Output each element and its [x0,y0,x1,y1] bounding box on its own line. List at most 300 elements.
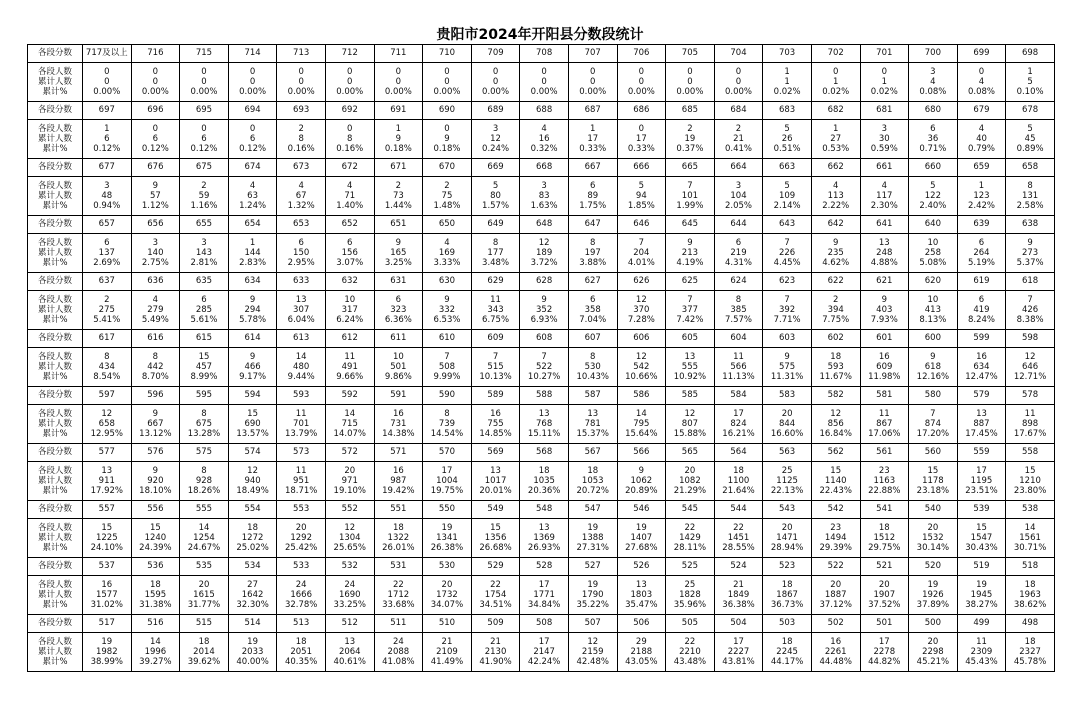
data-cell [909,177,958,216]
data-cell [666,120,715,159]
data-cell [374,177,423,216]
score-cell: 715 [180,45,229,63]
score-cell: 504 [714,615,763,633]
count-value: 3 [152,238,159,248]
percent-value: 9.17% [239,372,267,382]
score-row [28,330,1055,348]
percent-value: 3.88% [579,258,607,268]
cumulative-label: 累计人数 [37,362,72,372]
score-cell: 568 [520,444,569,462]
data-cell [1006,462,1055,501]
count-value: 18 [247,523,258,533]
score-cell: 558 [1006,444,1055,462]
percent-value: 20.72% [576,486,609,496]
percent-value: 14.38% [382,429,415,439]
percent-value: 7.28% [627,315,655,325]
cumulative-value: 307 [293,305,310,315]
count-value: 20 [441,580,453,590]
percent-value: 27.31% [576,543,609,553]
count-value: 3 [104,181,110,191]
cumulative-value: 4 [978,77,985,87]
score-cell: 630 [423,273,472,291]
count-value: 12 [587,637,599,647]
data-cell [957,462,1006,501]
score-cell: 553 [277,501,326,519]
data-cell [617,348,666,387]
cumulative-value: 156 [341,248,358,258]
data-cell [568,405,617,444]
data-cell [568,348,617,387]
score-cell: 682 [811,102,860,120]
cumulative-value: 385 [730,305,747,315]
count-value: 12 [635,352,647,362]
score-cell: 673 [277,159,326,177]
percent-value: 28.94% [770,543,804,553]
data-cell [277,519,326,558]
score-cell: 561 [860,444,909,462]
score-cell: 639 [957,216,1006,234]
data-cell [714,63,763,102]
score-cell: 526 [617,558,666,576]
count-value: 20 [781,409,793,419]
data-cell [957,234,1006,273]
cumulative-value: 1887 [824,590,847,600]
cumulative-label: 累计人数 [37,134,72,144]
data-cell [423,519,472,558]
cumulative-value: 1407 [630,533,653,543]
data-cell [1006,291,1055,330]
data-label-cell [28,291,83,330]
score-row [28,501,1055,519]
cumulative-value: 248 [876,248,893,258]
count-value: 0 [201,67,207,77]
data-cell [568,462,617,501]
score-cell: 677 [83,159,132,177]
cumulative-value: 285 [195,305,213,315]
score-cell: 695 [180,102,229,120]
count-value: 5 [784,124,790,134]
count-value: 14 [149,637,161,647]
data-cell [325,291,374,330]
count-value: 9 [152,466,159,476]
score-cell: 587 [568,387,617,405]
data-cell [568,120,617,159]
cumulative-value: 739 [438,419,456,429]
percent-value: 0.00% [725,87,753,97]
data-cell [520,120,569,159]
cumulative-value: 1561 [1019,533,1041,543]
percent-value: 13.57% [236,429,269,439]
data-cell [131,291,180,330]
percent-value: 10.92% [673,372,707,382]
percent-value: 6.36% [384,315,412,325]
count-value: 14 [635,409,647,419]
cumulative-value: 480 [293,362,310,372]
cumulative-value: 457 [195,362,213,372]
cumulative-value: 1341 [436,533,458,543]
cumulative-value: 131 [1021,191,1039,201]
count-value: 0 [590,67,596,77]
count-value: 17 [441,466,453,476]
score-cell: 622 [811,273,860,291]
score-cell: 637 [83,273,132,291]
percent-value: 40.61% [333,657,366,667]
score-cell: 505 [666,615,715,633]
percent-label: 累计% [42,429,68,439]
percent-label: 累计% [42,543,68,553]
cumulative-value: 275 [98,305,115,315]
percent-value: 17.92% [90,486,123,496]
percent-value: 10.66% [625,372,658,382]
percent-value: 31.77% [187,600,221,610]
score-cell: 511 [374,615,423,633]
count-value: 14 [344,409,356,419]
count-value: 9 [249,295,256,305]
cumulative-value: 675 [195,419,213,429]
cumulative-value: 1304 [338,533,361,543]
cumulative-value: 542 [633,362,650,372]
data-cell [423,120,472,159]
count-value: 8 [104,352,110,362]
data-cell [471,63,520,102]
cumulative-value: 258 [924,248,941,258]
count-value: 13 [976,409,987,419]
data-cell [909,633,958,672]
cumulative-value: 63 [247,191,258,201]
cumulative-value: 1254 [193,533,215,543]
cumulative-value: 1272 [241,533,264,543]
cumulative-value: 36 [927,134,939,144]
data-cell [131,234,180,273]
cumulative-value: 2261 [824,647,847,657]
data-cell [666,348,715,387]
score-cell: 500 [909,615,958,633]
cumulative-value: 19 [684,134,696,144]
score-cell: 590 [423,387,472,405]
data-cell [909,405,958,444]
count-value: 16 [976,352,987,362]
data-cell [617,291,666,330]
score-row [28,159,1055,177]
count-value: 18 [830,352,842,362]
percent-value: 26.68% [479,543,512,553]
count-value: 1 [104,124,110,134]
cumulative-value: 867 [876,419,893,429]
data-cell [714,576,763,615]
count-value: 9 [152,409,159,419]
percent-value: 4.31% [725,258,753,268]
score-cell: 579 [957,387,1006,405]
score-cell: 690 [423,102,472,120]
count-value: 11 [976,637,987,647]
percent-value: 7.71% [773,315,801,325]
percent-value: 34.84% [527,600,561,610]
cumulative-value: 690 [244,419,261,429]
data-cell [617,177,666,216]
cumulative-value: 219 [730,248,747,258]
score-cell: 641 [860,216,909,234]
data-cell [763,120,812,159]
cumulative-value: 1666 [290,590,312,600]
data-cell [811,519,860,558]
data-cell [228,633,277,672]
score-cell: 629 [471,273,520,291]
count-value: 4 [298,181,304,191]
score-cell: 702 [811,45,860,63]
score-cell: 709 [471,45,520,63]
percent-value: 35.47% [625,600,658,610]
cumulative-value: 1322 [387,533,410,543]
percent-value: 8.24% [967,315,995,325]
percent-value: 15.88% [673,429,707,439]
score-cell: 521 [860,558,909,576]
cumulative-value: 874 [924,419,941,429]
score-cell: 680 [909,102,958,120]
score-cell: 540 [909,501,958,519]
percent-value: 0.00% [676,87,704,97]
score-cell: 562 [811,444,860,462]
data-cell [811,405,860,444]
percent-value: 10.27% [527,372,561,382]
count-value: 6 [395,295,402,305]
cumulative-value: 701 [293,419,310,429]
data-cell [860,519,909,558]
data-cell [423,348,472,387]
count-value: 7 [638,238,645,248]
count-value: 21 [441,637,453,647]
cumulative-value: 377 [681,305,699,315]
score-cell: 696 [131,102,180,120]
count-value: 5 [492,181,499,191]
score-cell: 667 [568,159,617,177]
count-value: 5 [930,181,936,191]
count-value: 14 [295,352,307,362]
cumulative-value: 1210 [1019,476,1041,486]
percent-value: 19.75% [430,486,464,496]
data-cell [666,63,715,102]
cumulative-value: 80 [490,191,501,201]
count-value: 18 [198,637,210,647]
count-value: 6 [735,238,742,248]
cumulative-value: 1225 [95,533,118,543]
count-value: 4 [444,238,450,248]
data-cell [83,63,132,102]
cumulative-value: 6 [201,134,207,144]
count-value: 4 [541,124,547,134]
cumulative-value: 9 [395,134,402,144]
data-cell [325,234,374,273]
score-cell: 588 [520,387,569,405]
cumulative-value: 1690 [338,590,361,600]
score-label: 各段分数 [28,273,83,291]
cumulative-value: 73 [392,191,404,201]
data-cell [520,576,569,615]
percent-value: 30.43% [965,543,998,553]
score-cell: 633 [277,273,326,291]
percent-value: 14.07% [333,429,366,439]
score-cell: 557 [83,501,132,519]
percent-label: 累计% [42,486,68,496]
cumulative-label: 累计人数 [37,590,72,600]
score-cell: 647 [568,216,617,234]
data-cell [277,348,326,387]
score-cell: 522 [811,558,860,576]
percent-value: 23.80% [1013,486,1047,496]
count-value: 12 [1024,352,1036,362]
data-row [28,63,1055,102]
count-value: 16 [101,580,113,590]
count-value: 7 [444,352,450,362]
count-value: 2 [201,181,207,191]
count-value: 16 [830,637,842,647]
count-value: 17 [976,466,987,476]
data-cell [860,120,909,159]
percent-value: 2.30% [870,201,898,211]
score-cell: 577 [83,444,132,462]
percent-value: 41.08% [382,657,415,667]
percent-value: 20.89% [625,486,658,496]
cumulative-value: 27 [830,134,842,144]
data-cell [860,348,909,387]
score-cell: 578 [1006,387,1055,405]
score-cell: 607 [568,330,617,348]
data-cell [909,63,958,102]
data-cell [666,234,715,273]
score-label: 各段分数 [28,159,83,177]
cumulative-value: 1240 [144,533,167,543]
cumulative-value: 4 [930,77,936,87]
data-label-cell [28,177,83,216]
count-value: 19 [927,580,939,590]
percent-value: 1.63% [530,201,558,211]
percent-value: 11.98% [868,372,901,382]
cumulative-value: 987 [390,476,407,486]
count-value: 4 [832,181,839,191]
cumulative-value: 0 [347,77,353,87]
cumulative-value: 0 [249,77,256,87]
count-value: 6 [590,181,596,191]
count-value: 8 [152,352,159,362]
score-cell: 608 [520,330,569,348]
count-label: 各段人数 [37,238,72,248]
score-cell: 536 [131,558,180,576]
percent-value: 44.82% [868,657,901,667]
data-cell [277,234,326,273]
data-cell [131,120,180,159]
data-cell [131,462,180,501]
data-cell [763,234,812,273]
count-value: 12 [247,466,258,476]
cumulative-value: 2327 [1019,647,1041,657]
score-cell: 692 [325,102,374,120]
count-value: 9 [638,466,645,476]
data-cell [374,462,423,501]
percent-value: 5.61% [190,315,218,325]
score-cell: 655 [180,216,229,234]
cumulative-value: 1292 [290,533,312,543]
score-cell: 716 [131,45,180,63]
percent-value: 25.42% [284,543,318,553]
score-cell: 691 [374,102,423,120]
cumulative-value: 1429 [679,533,701,543]
score-cell: 659 [957,159,1006,177]
score-cell: 615 [180,330,229,348]
score-label: 各段分数 [28,387,83,405]
data-cell [83,576,132,615]
data-cell [666,519,715,558]
percent-value: 0.00% [579,87,607,97]
score-cell: 701 [860,45,909,63]
count-value: 7 [492,352,499,362]
percent-value: 10.43% [576,372,609,382]
percent-value: 1.16% [190,201,218,211]
data-cell [180,633,229,672]
percent-value: 0.00% [141,87,169,97]
percent-value: 22.43% [819,486,852,496]
score-label: 各段分数 [28,45,83,63]
count-value: 15 [927,466,939,476]
percent-value: 4.45% [773,258,801,268]
percent-value: 29.39% [819,543,852,553]
cumulative-value: 16 [538,134,550,144]
cumulative-value: 856 [827,419,844,429]
score-cell: 528 [520,558,569,576]
count-value: 18 [733,466,744,476]
percent-value: 2.95% [287,258,315,268]
data-cell [957,63,1006,102]
score-row [28,45,1055,63]
count-label: 各段人数 [37,409,72,419]
data-cell [617,120,666,159]
cumulative-value: 715 [341,419,358,429]
score-cell: 698 [1006,45,1055,63]
count-value: 0 [152,67,159,77]
cumulative-value: 1494 [824,533,847,543]
cumulative-value: 40 [976,134,987,144]
data-cell [617,633,666,672]
data-cell [423,177,472,216]
score-cell: 567 [568,444,617,462]
count-value: 12 [538,238,550,248]
cumulative-value: 413 [924,305,941,315]
percent-value: 0.18% [433,144,461,154]
percent-value: 8.38% [1016,315,1044,325]
percent-value: 20.36% [527,486,561,496]
data-cell [471,462,520,501]
count-value: 13 [538,409,550,419]
data-cell [860,291,909,330]
score-cell: 640 [909,216,958,234]
cumulative-value: 101 [681,191,699,201]
count-value: 7 [541,352,547,362]
cumulative-value: 2159 [581,647,604,657]
percent-value: 14.54% [430,429,464,439]
count-value: 9 [1027,238,1033,248]
score-cell: 642 [811,216,860,234]
count-value: 20 [198,580,210,590]
percent-value: 7.57% [725,315,753,325]
percent-value: 0.33% [627,144,655,154]
count-value: 18 [781,580,793,590]
data-cell [277,462,326,501]
cumulative-value: 501 [390,362,407,372]
count-value: 0 [687,67,693,77]
data-cell [277,633,326,672]
score-cell: 697 [83,102,132,120]
data-cell [325,462,374,501]
percent-value: 3.25% [384,258,412,268]
cumulative-value: 555 [681,362,699,372]
